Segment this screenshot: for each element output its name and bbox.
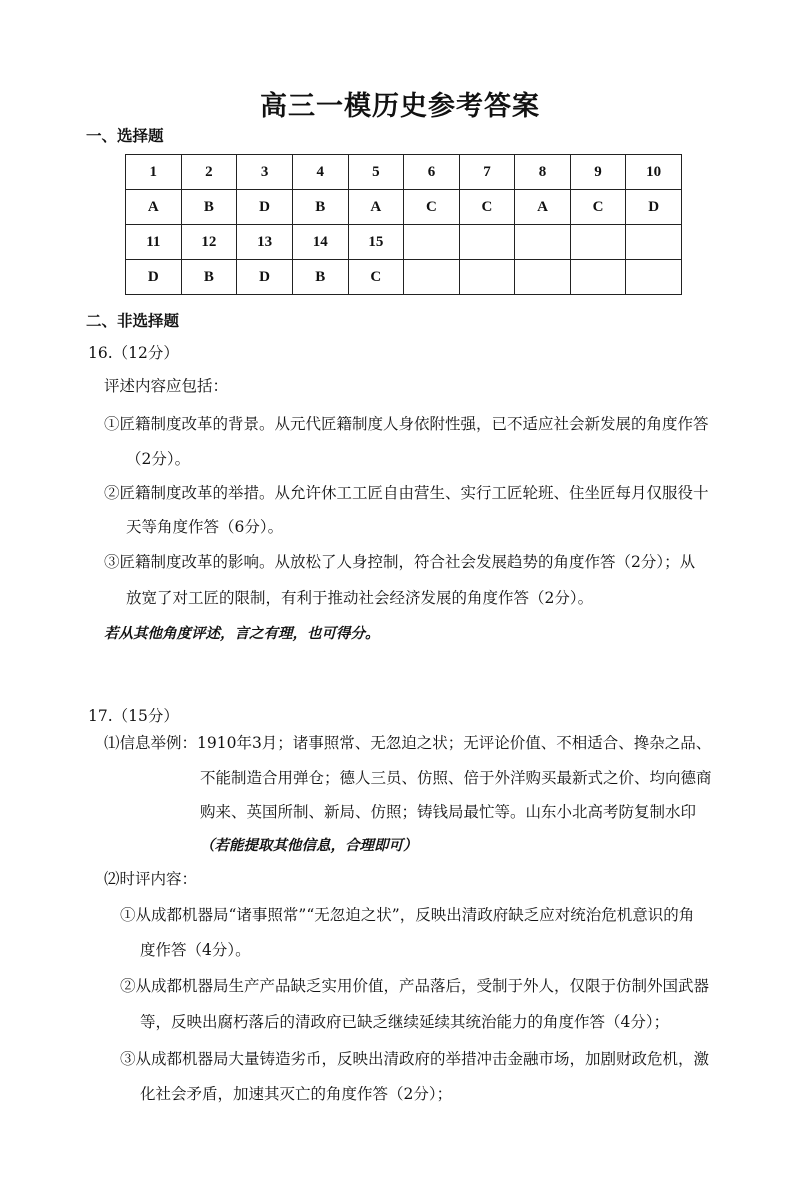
answer-cell: A <box>515 190 571 225</box>
question-number-cell: 9 <box>570 155 626 190</box>
q17-p2-line: 等，反映出腐朽落后的清政府已缺乏继续延续其统治能力的角度作答（4分）； <box>140 1013 670 1031</box>
answer-cell: C <box>404 190 460 225</box>
q17-p2-line: 度作答（4分）。 <box>140 941 251 959</box>
q17-p1-note: （若能提取其他信息，合理即可） <box>200 837 418 854</box>
section-heading-choice: 一、选择题 <box>86 126 164 145</box>
q17-p2-line: ①从成都机器局“诸事照常”“无忽迫之状”，反映出清政府缺乏应对统治危机意识的角 <box>120 906 695 924</box>
answer-cell: C <box>459 190 515 225</box>
question-number-cell: 4 <box>292 155 348 190</box>
answer-cell: A <box>348 190 404 225</box>
answer-cell <box>404 260 460 295</box>
answer-cell: C <box>570 190 626 225</box>
question-number-cell: 12 <box>181 225 237 260</box>
answer-cell: D <box>237 190 293 225</box>
question-number-cell: 3 <box>237 155 293 190</box>
q16-line: ①匠籍制度改革的背景。从元代匠籍制度人身依附性强，已不适应社会新发展的角度作答 <box>104 415 709 433</box>
answer-cell: D <box>237 260 293 295</box>
question-number-cell: 8 <box>515 155 571 190</box>
q17-p1-line: 不能制造合用弹仓；德人三员、仿照、倍于外洋购买最新式之价、均向德商 <box>200 769 712 787</box>
question-number-row <box>126 155 682 190</box>
question-number-cell <box>404 225 460 260</box>
q16-line: 天等角度作答（6分）。 <box>126 518 284 536</box>
question-number-row <box>126 225 682 260</box>
q16-line: ②匠籍制度改革的举措。从允许休工工匠自由营生、实行工匠轮班、住坐匠每月仅服役十 <box>104 484 709 502</box>
question-number-cell: 5 <box>348 155 404 190</box>
question-number-cell: 15 <box>348 225 404 260</box>
answer-row <box>126 260 682 295</box>
answer-cell: B <box>181 260 237 295</box>
q17-label: 17.（15分） <box>88 707 179 725</box>
answer-cell: C <box>348 260 404 295</box>
answer-row <box>126 190 682 225</box>
question-number-cell: 7 <box>459 155 515 190</box>
q17-p2-line: ②从成都机器局生产产品缺乏实用价值，产品落后，受制于外人，仅限于仿制外国武器 <box>120 977 710 995</box>
q17-p2-label: ⑵时评内容： <box>104 870 198 888</box>
answer-cell: D <box>126 260 182 295</box>
answer-cell: B <box>292 190 348 225</box>
question-number-cell <box>459 225 515 260</box>
question-number-cell <box>570 225 626 260</box>
question-number-cell: 11 <box>126 225 182 260</box>
question-number-cell: 6 <box>404 155 460 190</box>
question-number-cell: 10 <box>626 155 682 190</box>
question-number-cell <box>626 225 682 260</box>
q16-note: 若从其他角度评述，言之有理，也可得分。 <box>104 625 380 642</box>
section-heading-nonchoice: 二、非选择题 <box>86 311 180 330</box>
q16-intro: 评述内容应包括： <box>104 377 229 395</box>
answer-cell <box>570 260 626 295</box>
answer-cell: B <box>292 260 348 295</box>
q17-p1-line: 购来、英国所制、新局、仿照；铸钱局最忙等。山东小北高考防复制水印 <box>200 803 697 821</box>
answer-cell <box>515 260 571 295</box>
answer-cell: A <box>126 190 182 225</box>
question-number-cell: 14 <box>292 225 348 260</box>
q16-line: （2分）。 <box>126 450 191 468</box>
q16-label: 16.（12分） <box>88 344 179 362</box>
answer-cell: D <box>626 190 682 225</box>
answer-table <box>125 154 682 295</box>
question-number-cell <box>515 225 571 260</box>
answer-cell <box>626 260 682 295</box>
q16-line: ③匠籍制度改革的影响。从放松了人身控制，符合社会发展趋势的角度作答（2分）；从 <box>104 553 696 571</box>
q17-p2-line: ③从成都机器局大量铸造劣币，反映出清政府的举措冲击金融市场，加剧财政危机，激 <box>120 1050 710 1068</box>
answer-cell: B <box>181 190 237 225</box>
question-number-cell: 13 <box>237 225 293 260</box>
q17-p2-line: 化社会矛盾，加速其灭亡的角度作答（2分）； <box>140 1085 453 1103</box>
answer-cell <box>459 260 515 295</box>
question-number-cell: 2 <box>181 155 237 190</box>
q16-line: 放宽了对工匠的限制，有利于推动社会经济发展的角度作答（2分）。 <box>126 589 594 607</box>
question-number-cell: 1 <box>126 155 182 190</box>
page-title: 高三一模历史参考答案 <box>260 91 540 122</box>
q17-p1-line: ⑴信息举例：1910年3月；诸事照常、无忽迫之状；无评论价值、不相适合、搀杂之品、 <box>104 734 712 752</box>
